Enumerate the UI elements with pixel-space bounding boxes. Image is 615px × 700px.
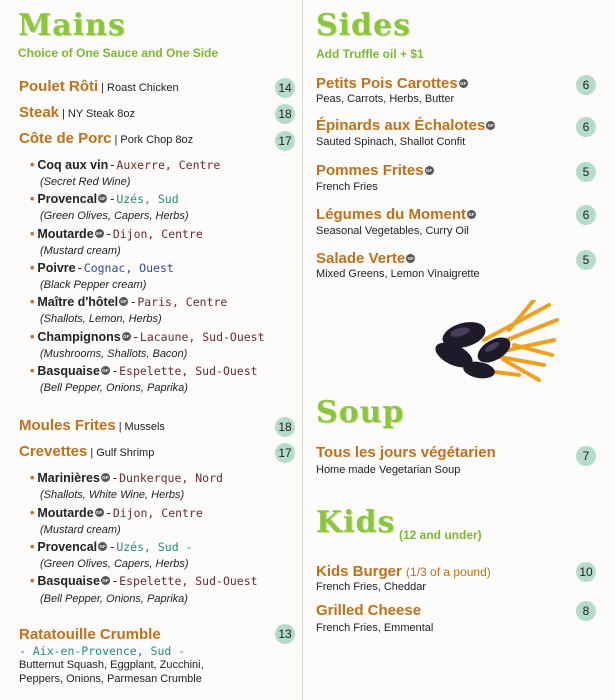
sauce-maitre-d-hotel: • Maître d'hôtel GF - Paris, Centre [30, 295, 228, 309]
sauce-provencal: • Provencal GF - Uzés, Sud - [30, 540, 193, 554]
price-badge: 6 [576, 205, 596, 225]
gf-icon: GF [99, 544, 106, 550]
price-badge: 18 [275, 104, 295, 124]
soup-title: Soup [316, 395, 405, 430]
sauce-basquaise: • Basquaise GF - Espelette, Sud-Ouest [30, 364, 258, 378]
price-badge: 10 [576, 562, 596, 582]
sauce-desc: (Secret Red Wine) [40, 176, 131, 188]
sauce-desc: (Shallots, Lemon, Herbs) [40, 313, 162, 325]
side-item-epinards: Épinards aux Échalotes GF [316, 117, 494, 134]
price-badge: 6 [576, 75, 596, 95]
menu-item-steak: Steak | NY Steak 8oz [19, 104, 135, 121]
sauce-desc: (Mushrooms, Shallots, Bacon) [40, 348, 188, 360]
sides-subtitle: Add Truffle oil + $1 [316, 47, 424, 61]
sauce-marinieres: • Marinières GF - Dunkerque, Nord [30, 471, 223, 485]
gf-icon: GF [460, 80, 467, 86]
soup-desc: Home made Vegetarian Soup [316, 464, 461, 476]
sauce-desc: (Bell Pepper, Onions, Paprika) [40, 593, 188, 605]
soup-item: Tous les jours végétarien [316, 444, 496, 461]
price-badge: 17 [275, 443, 295, 463]
sauce-desc: (Mustard cream) [40, 524, 121, 536]
sauce-basquaise: • Basquaise GF - Espelette, Sud-Ouest [30, 574, 258, 588]
gf-icon: GF [96, 231, 103, 237]
sauce-desc: (Green Olives, Capers, Herbs) [40, 558, 189, 570]
mains-title: Mains [18, 8, 126, 43]
side-item-pommes-frites: Pommes Frites GF [316, 162, 433, 179]
menu-item-cote-de-porc: Côte de Porc | Pork Chop 8oz [19, 130, 194, 147]
side-desc: Sauted Spinach, Shallot Confit [316, 136, 466, 148]
kids-desc: French Fries, Emmental [316, 622, 434, 634]
gf-icon: GF [123, 334, 130, 340]
sauce-moutarde: • Moutarde GF - Dijon, Centre [30, 506, 203, 520]
mussels-fries-illustration [424, 300, 559, 390]
price-badge: 17 [275, 131, 295, 151]
sauce-desc: (Shallots, White Wine, Herbs) [40, 489, 185, 501]
side-desc: Peas, Carrots, Herbs, Butter [316, 93, 455, 105]
price-badge: 6 [576, 117, 596, 137]
side-item-legumes: Légumes du Moment GF [316, 206, 475, 223]
menu-item-poulet: Poulet Rôti | Roast Chicken [19, 78, 179, 95]
ratatouille-origin: - Aix-en-Provence, Sud - [19, 644, 186, 658]
gf-icon: GF [99, 196, 106, 202]
kids-item-grilled-cheese: Grilled Cheese [316, 602, 422, 619]
gf-icon: GF [96, 510, 103, 516]
price-badge: 18 [275, 417, 295, 437]
side-desc: French Fries [316, 181, 378, 193]
gf-icon: GF [468, 211, 475, 217]
sauce-provencal: • Provencal GF - Uzés, Sud [30, 192, 179, 206]
price-badge: 14 [275, 78, 295, 98]
price-badge: 8 [576, 601, 596, 621]
kids-title: Kids [316, 505, 396, 540]
mains-subtitle: Choice of One Sauce and One Side [18, 46, 219, 60]
sauce-moutarde: • Moutarde GF - Dijon, Centre [30, 227, 203, 241]
sauce-champignons: • Champignons GF - Lacaune, Sud-Ouest [30, 330, 265, 344]
gf-icon: GF [102, 368, 109, 374]
mains-column [0, 0, 303, 700]
sauce-desc: (Green Olives, Capers, Herbs) [40, 210, 189, 222]
gf-icon: GF [102, 475, 109, 481]
side-item-salade-verte: Salade Verte GF [316, 250, 414, 267]
side-desc: Mixed Greens, Lemon Vinaigrette [316, 268, 480, 280]
menu-item-ratatouille: Ratatouille Crumble [19, 626, 161, 643]
kids-desc: French Fries, Cheddar [316, 581, 427, 593]
menu-item-moules-frites: Moules Frites | Mussels [19, 417, 165, 434]
sauce-poivre: • Poivre - Cognac, Ouest [30, 261, 174, 275]
sauce-coq-aux-vin: • Coq aux vin - Auxerre, Centre [30, 158, 221, 172]
sauce-desc: (Mustard cream) [40, 245, 121, 257]
sauce-desc: (Black Pepper cream) [40, 279, 147, 291]
sauce-desc: (Bell Pepper, Onions, Paprika) [40, 382, 188, 394]
kids-item-burger: Kids Burger (1/3 of a pound) [316, 563, 491, 580]
sides-title: Sides [316, 8, 412, 43]
gf-icon: GF [407, 255, 414, 261]
menu-item-crevettes: Crevettes | Gulf Shrimp [19, 443, 155, 460]
kids-subtitle: (12 and under) [399, 528, 482, 542]
gf-icon: GF [102, 578, 109, 584]
ratatouille-desc-line1: Butternut Squash, Eggplant, Zucchini, [19, 659, 204, 671]
gf-icon: GF [120, 299, 127, 305]
price-badge: 5 [576, 250, 596, 270]
price-badge: 13 [275, 624, 295, 644]
side-item-petits-pois: Petits Pois Carottes GF [316, 75, 467, 92]
gf-icon: GF [487, 122, 494, 128]
price-badge: 7 [576, 446, 596, 466]
side-desc: Seasonal Vegetables, Curry Oil [316, 225, 469, 237]
price-badge: 5 [576, 162, 596, 182]
ratatouille-desc-line2: Peppers, Onions, Parmesan Crumble [19, 673, 202, 685]
gf-icon: GF [425, 167, 433, 173]
